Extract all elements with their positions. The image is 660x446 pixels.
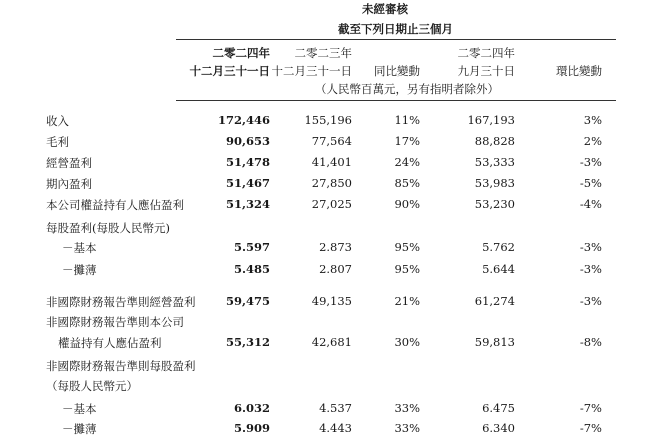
qoq-change: 2%: [583, 134, 602, 148]
current-value: 51,324: [225, 197, 270, 211]
qoq-change: 3%: [583, 113, 602, 127]
header-rule: [176, 39, 616, 40]
qoq-change: -3%: [579, 240, 602, 254]
row-label: 收入: [46, 114, 69, 128]
prior-year-value: 2.807: [319, 262, 352, 276]
qoq-change: -7%: [579, 421, 602, 435]
qoq-change: -5%: [579, 176, 602, 190]
prior-quarter-value: 53,333: [474, 155, 515, 169]
current-value: 6.032: [233, 401, 270, 415]
col4-header-line1: 二零二四年: [457, 46, 515, 60]
yoy-change: 24%: [394, 155, 420, 169]
current-value: 55,312: [225, 335, 270, 349]
prior-quarter-value: 5.644: [482, 262, 515, 276]
yoy-change: 95%: [394, 262, 420, 276]
current-value: 5.909: [233, 421, 270, 435]
prior-year-value: 49,135: [311, 294, 352, 308]
current-value: 51,467: [225, 176, 270, 190]
col2-header-line1: 二零二三年: [294, 46, 352, 60]
current-value: 59,475: [225, 294, 270, 308]
row-label: －基本: [62, 402, 97, 416]
prior-quarter-value: 53,983: [474, 176, 515, 190]
prior-year-value: 4.443: [319, 421, 352, 435]
col4-header-line2: 九月三十日: [457, 64, 515, 78]
current-value: 90,653: [225, 134, 270, 148]
prior-quarter-value: 61,274: [474, 294, 515, 308]
row-label: －攤薄: [62, 263, 97, 277]
yoy-change: 21%: [394, 294, 420, 308]
col2-header-line2: 十二月三十一日: [271, 64, 352, 78]
prior-quarter-value: 59,813: [474, 335, 515, 349]
row-label: 經營盈利: [46, 156, 92, 170]
prior-year-value: 2.873: [319, 240, 352, 254]
prior-year-value: 77,564: [311, 134, 352, 148]
qoq-change: -7%: [579, 401, 602, 415]
row-label: 期內盈利: [46, 177, 92, 191]
qoq-change: -3%: [579, 294, 602, 308]
prior-year-value: 41,401: [311, 155, 352, 169]
yoy-change: 11%: [394, 113, 420, 127]
prior-year-value: 27,025: [311, 197, 352, 211]
col3-header: 同比變動: [374, 64, 420, 78]
prior-quarter-value: 5.762: [482, 240, 515, 254]
prior-year-value: 155,196: [304, 113, 352, 127]
prior-year-value: 4.537: [319, 401, 352, 415]
row-label: 每股盈利(每股人民幣元): [46, 221, 170, 235]
row-label: 權益持有人應佔盈利: [58, 336, 162, 350]
yoy-change: 90%: [394, 197, 420, 211]
yoy-change: 17%: [394, 134, 420, 148]
prior-quarter-value: 6.340: [482, 421, 515, 435]
prior-quarter-value: 167,193: [467, 113, 515, 127]
current-value: 5.485: [233, 262, 270, 276]
row-label: 毛利: [46, 135, 69, 149]
yoy-change: 95%: [394, 240, 420, 254]
prior-quarter-value: 88,828: [474, 134, 515, 148]
qoq-change: -4%: [579, 197, 602, 211]
col5-header: 環比變動: [556, 64, 602, 78]
unaudited-heading: 未經審核: [362, 2, 408, 16]
header-bottom-rule: [176, 100, 616, 101]
unit-note: （人民幣百萬元，另有指明者除外）: [315, 82, 499, 96]
row-label: －基本: [62, 241, 97, 255]
row-label: （每股人民幣元）: [46, 379, 138, 393]
prior-quarter-value: 53,230: [474, 197, 515, 211]
qoq-change: -8%: [579, 335, 602, 349]
row-label: 本公司權益持有人應佔盈利: [46, 198, 184, 212]
prior-quarter-value: 6.475: [482, 401, 515, 415]
current-value: 51,478: [225, 155, 270, 169]
yoy-change: 33%: [394, 401, 420, 415]
current-value: 5.597: [233, 240, 270, 254]
row-label: －攤薄: [62, 422, 97, 436]
col1-header-line2: 十二月三十一日: [189, 64, 270, 78]
prior-year-value: 42,681: [311, 335, 352, 349]
row-label: 非國際財務報告準則本公司: [46, 315, 184, 329]
yoy-change: 33%: [394, 421, 420, 435]
current-value: 172,446: [217, 113, 270, 127]
col1-header-line1: 二零二四年: [212, 46, 270, 60]
qoq-change: -3%: [579, 262, 602, 276]
yoy-change: 30%: [394, 335, 420, 349]
prior-year-value: 27,850: [311, 176, 352, 190]
row-label: 非國際財務報告準則每股盈利: [46, 359, 196, 373]
yoy-change: 85%: [394, 176, 420, 190]
qoq-change: -3%: [579, 155, 602, 169]
row-label: 非國際財務報告準則經營盈利: [46, 295, 196, 309]
period-heading: 截至下列日期止三個月: [338, 22, 453, 36]
